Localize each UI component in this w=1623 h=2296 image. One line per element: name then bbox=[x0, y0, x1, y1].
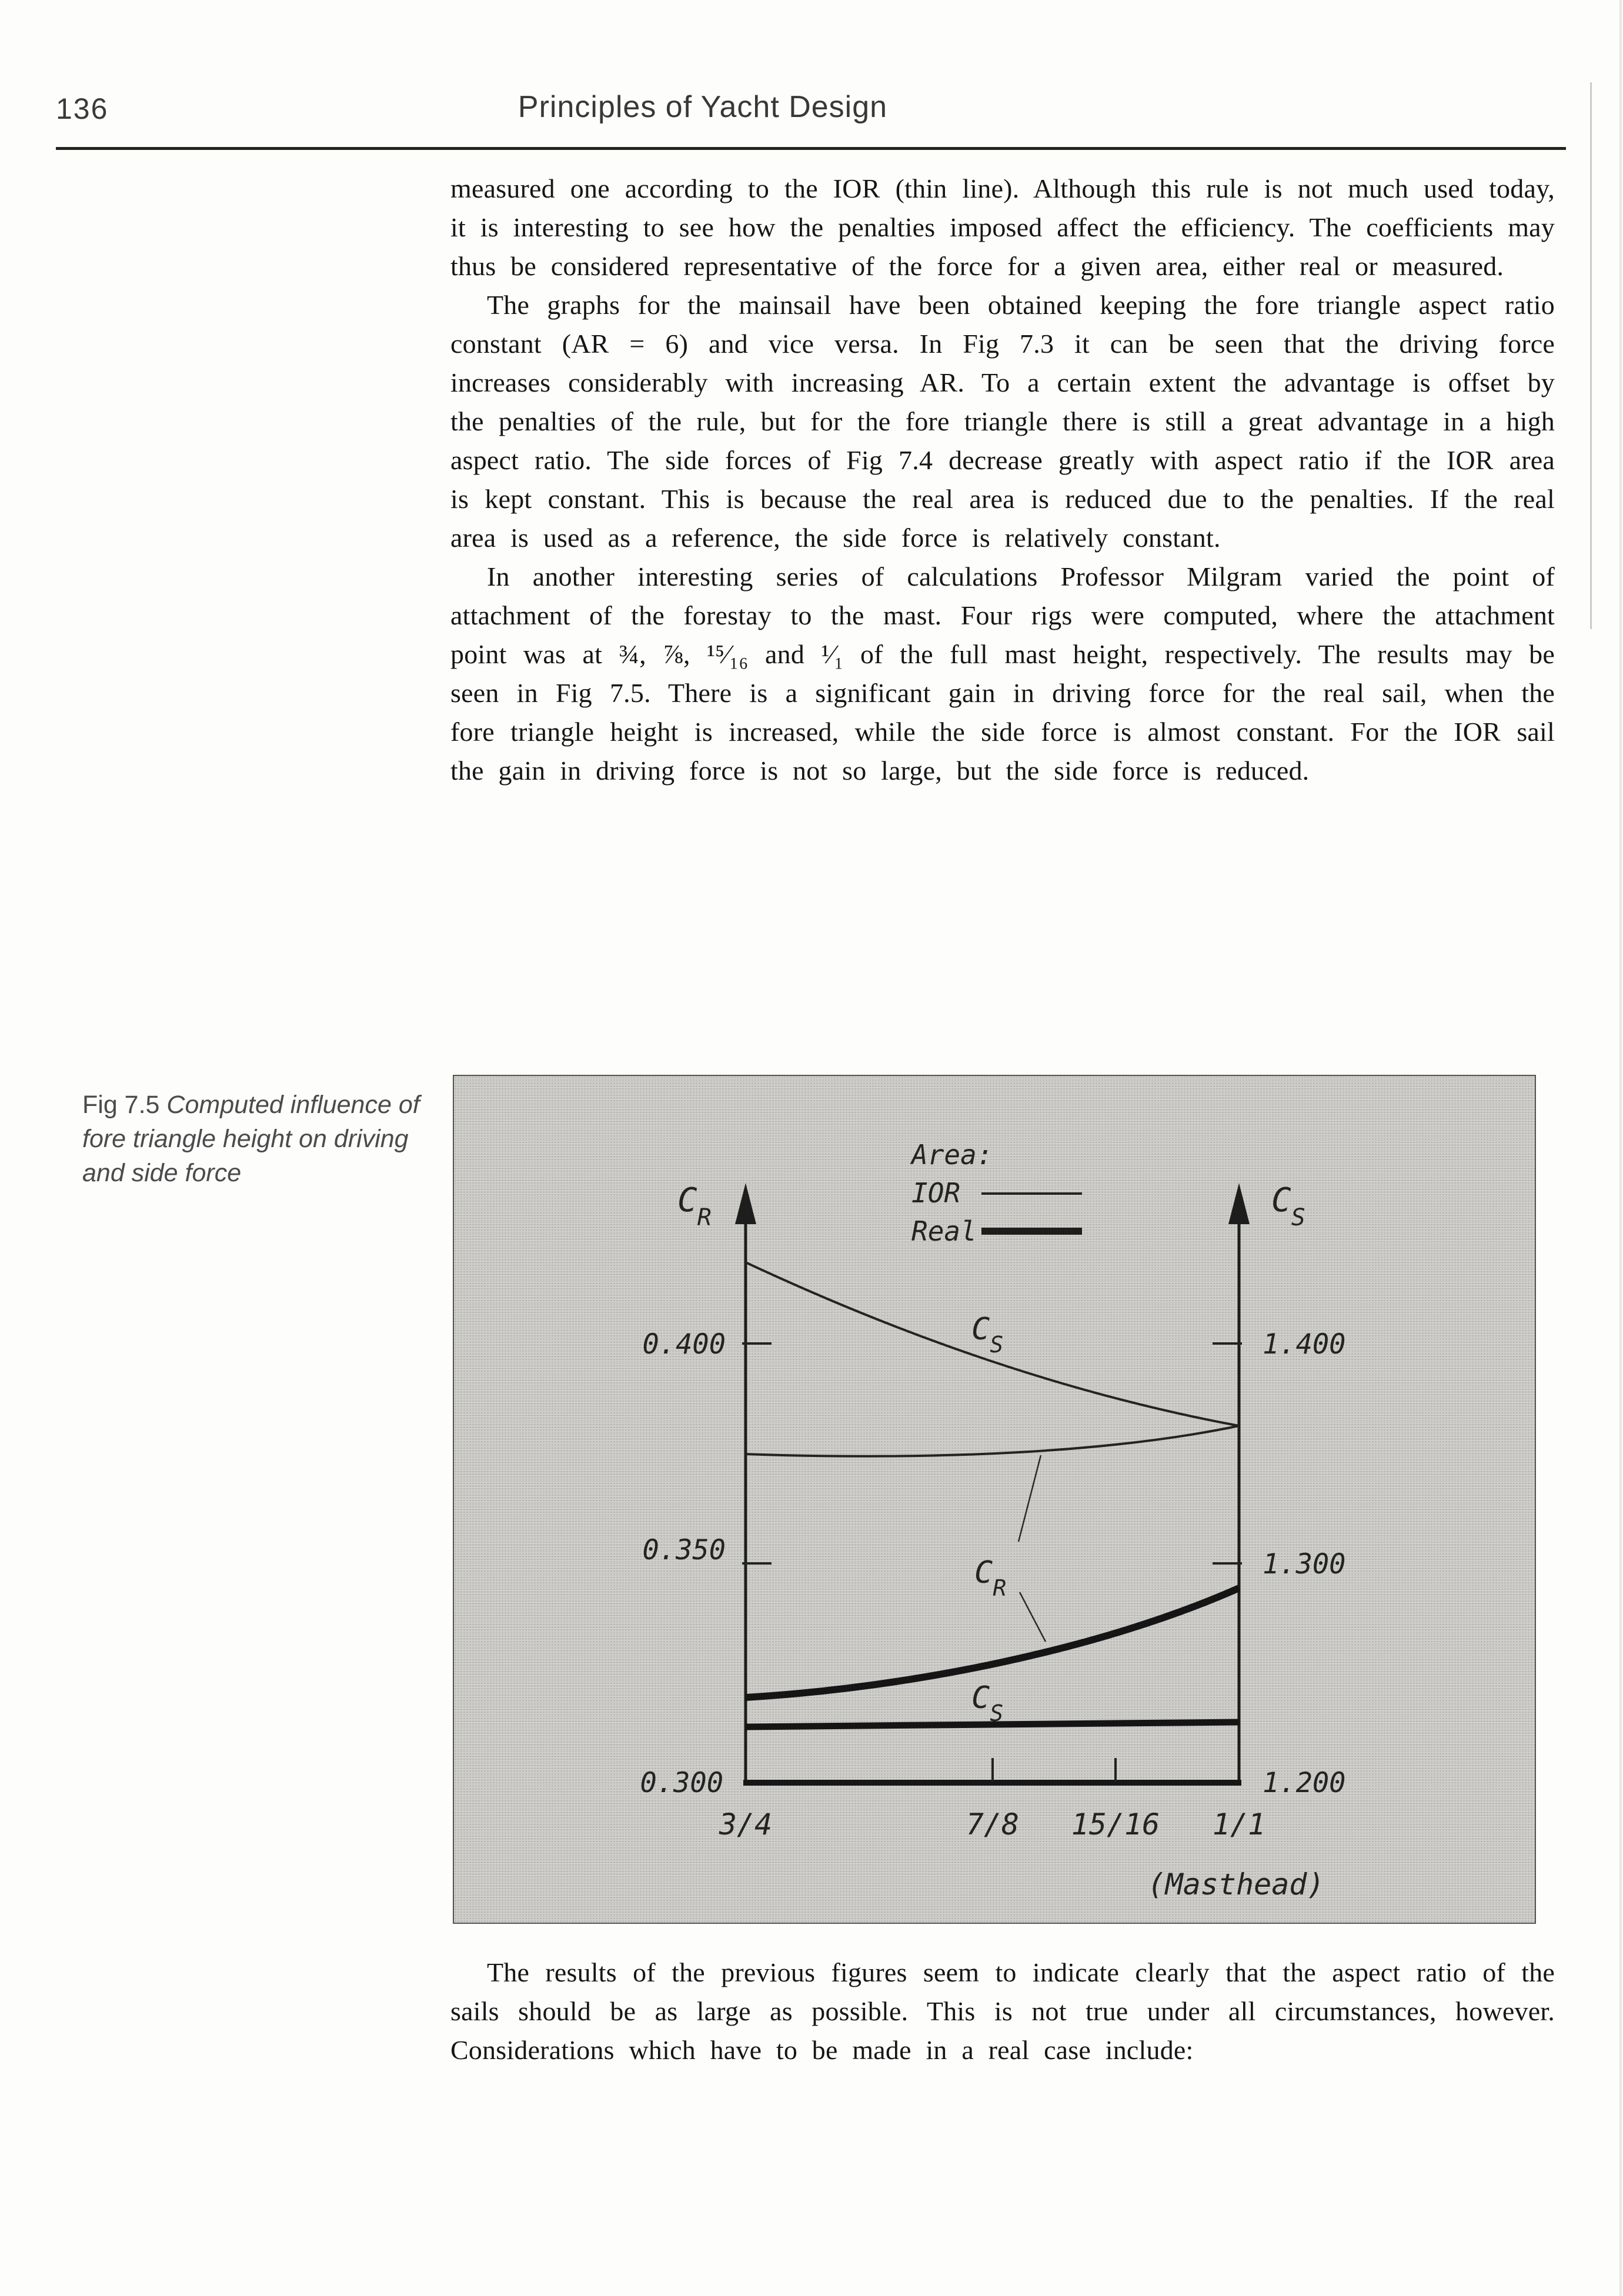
curve-cr-ior-thin bbox=[746, 1426, 1239, 1456]
paragraph: In another interesting series of calculations Professor Milgram varied the point of attachment of the forestay to the mast. Four rigs were computed, where the attachment point was at ¾, ⅞, ¹⁵⁄₁₆ and ¹⁄₁ of the full mast height, respectively. The results may be seen in Fig 7.5. There is a significant gain in driving force for the real sail, when the fore triangle height is increased, while the side force is almost constant. For the IOR sail the gain in driving force is not so large, but the side force is reduced. bbox=[450, 562, 1555, 786]
page-number: 136 bbox=[56, 92, 109, 125]
right-tick-label-1300: 1.300 bbox=[1263, 1548, 1346, 1580]
page-header-title: Principles of Yacht Design bbox=[517, 90, 888, 124]
page-edge-shadow bbox=[1619, 0, 1622, 2296]
left-axis-arrowhead bbox=[735, 1183, 756, 1224]
legend-title: Area: bbox=[911, 1139, 993, 1171]
left-tick-label-0400: 0.400 bbox=[642, 1328, 726, 1361]
x-label-3-4: 3/4 bbox=[719, 1807, 773, 1842]
legend-entry-real: Real bbox=[911, 1215, 977, 1247]
cr-pointer-upper bbox=[1018, 1455, 1041, 1542]
label-cs-thick: $C_S$ bbox=[971, 1680, 1004, 1726]
x-label-7-8: 7/8 bbox=[966, 1807, 1020, 1842]
paragraph: measured one according to the IOR (thin line). Although this rule is not much used today, it is interesting to see how the penalties imposed affect the efficiency. The coefficients may thus be considered representative of the force for a given area, either real or measured. bbox=[450, 173, 1555, 281]
x-label-15-16: 15/16 bbox=[1071, 1807, 1160, 1842]
header-rule bbox=[56, 147, 1566, 150]
right-axis-label: $C_S$ bbox=[1271, 1181, 1305, 1231]
label-cs-thin: $C_S$ bbox=[971, 1312, 1004, 1358]
body-text-top bbox=[450, 169, 1555, 790]
cr-pointer-lower bbox=[1020, 1592, 1046, 1642]
body-text-bottom bbox=[450, 1953, 1555, 2070]
right-tick-label-1400: 1.400 bbox=[1263, 1328, 1346, 1361]
right-axis-arrowhead bbox=[1228, 1183, 1250, 1224]
scan-edge-line bbox=[1590, 82, 1592, 629]
paragraph: The graphs for the mainsail have been obtained keeping the fore triangle aspect ratio constant (AR = 6) and vice versa. In Fig 7.3 it can be seen that the driving force increases considerably with increasing AR. To a certain extent the advantage is offset by the penalties of the rule, but for the fore triangle there is still a great advantage in a high aspect ratio. The side forces of Fig 7.4 decrease greatly with aspect ratio if the IOR area is kept constant. This is because the real area is reduced due to the penalties. If the real area is used as a reference, the side force is relatively constant. bbox=[450, 290, 1555, 553]
x-label-1-1: 1/1 bbox=[1212, 1807, 1266, 1842]
chart-svg bbox=[454, 1076, 1537, 1925]
label-cr-mid: $C_R$ bbox=[974, 1555, 1007, 1601]
x-axis-note-masthead: (Masthead) bbox=[1147, 1867, 1325, 1901]
paragraph: The results of the previous figures seem to indicate clearly that the aspect ratio of the sails should be as large as possible. This is not true under all circumstances, however. Considerations which have to be made in a real case include: bbox=[450, 1957, 1555, 2065]
figure-caption-label: Fig 7.5 bbox=[82, 1091, 160, 1119]
left-tick-label-0300: 0.300 bbox=[640, 1767, 723, 1799]
right-tick-label-1200: 1.200 bbox=[1263, 1767, 1346, 1799]
legend-entry-ior: IOR bbox=[911, 1177, 961, 1209]
left-tick-label-0350: 0.350 bbox=[642, 1534, 726, 1566]
left-axis-label: $C_R$ bbox=[677, 1181, 712, 1231]
figure-caption-text: Computed influence of fore triangle height on driving and side force bbox=[82, 1091, 420, 1187]
curve-cr-real-thick bbox=[746, 1588, 1239, 1697]
figure-caption bbox=[82, 1088, 439, 1190]
figure-7-5-chart bbox=[453, 1075, 1536, 1924]
